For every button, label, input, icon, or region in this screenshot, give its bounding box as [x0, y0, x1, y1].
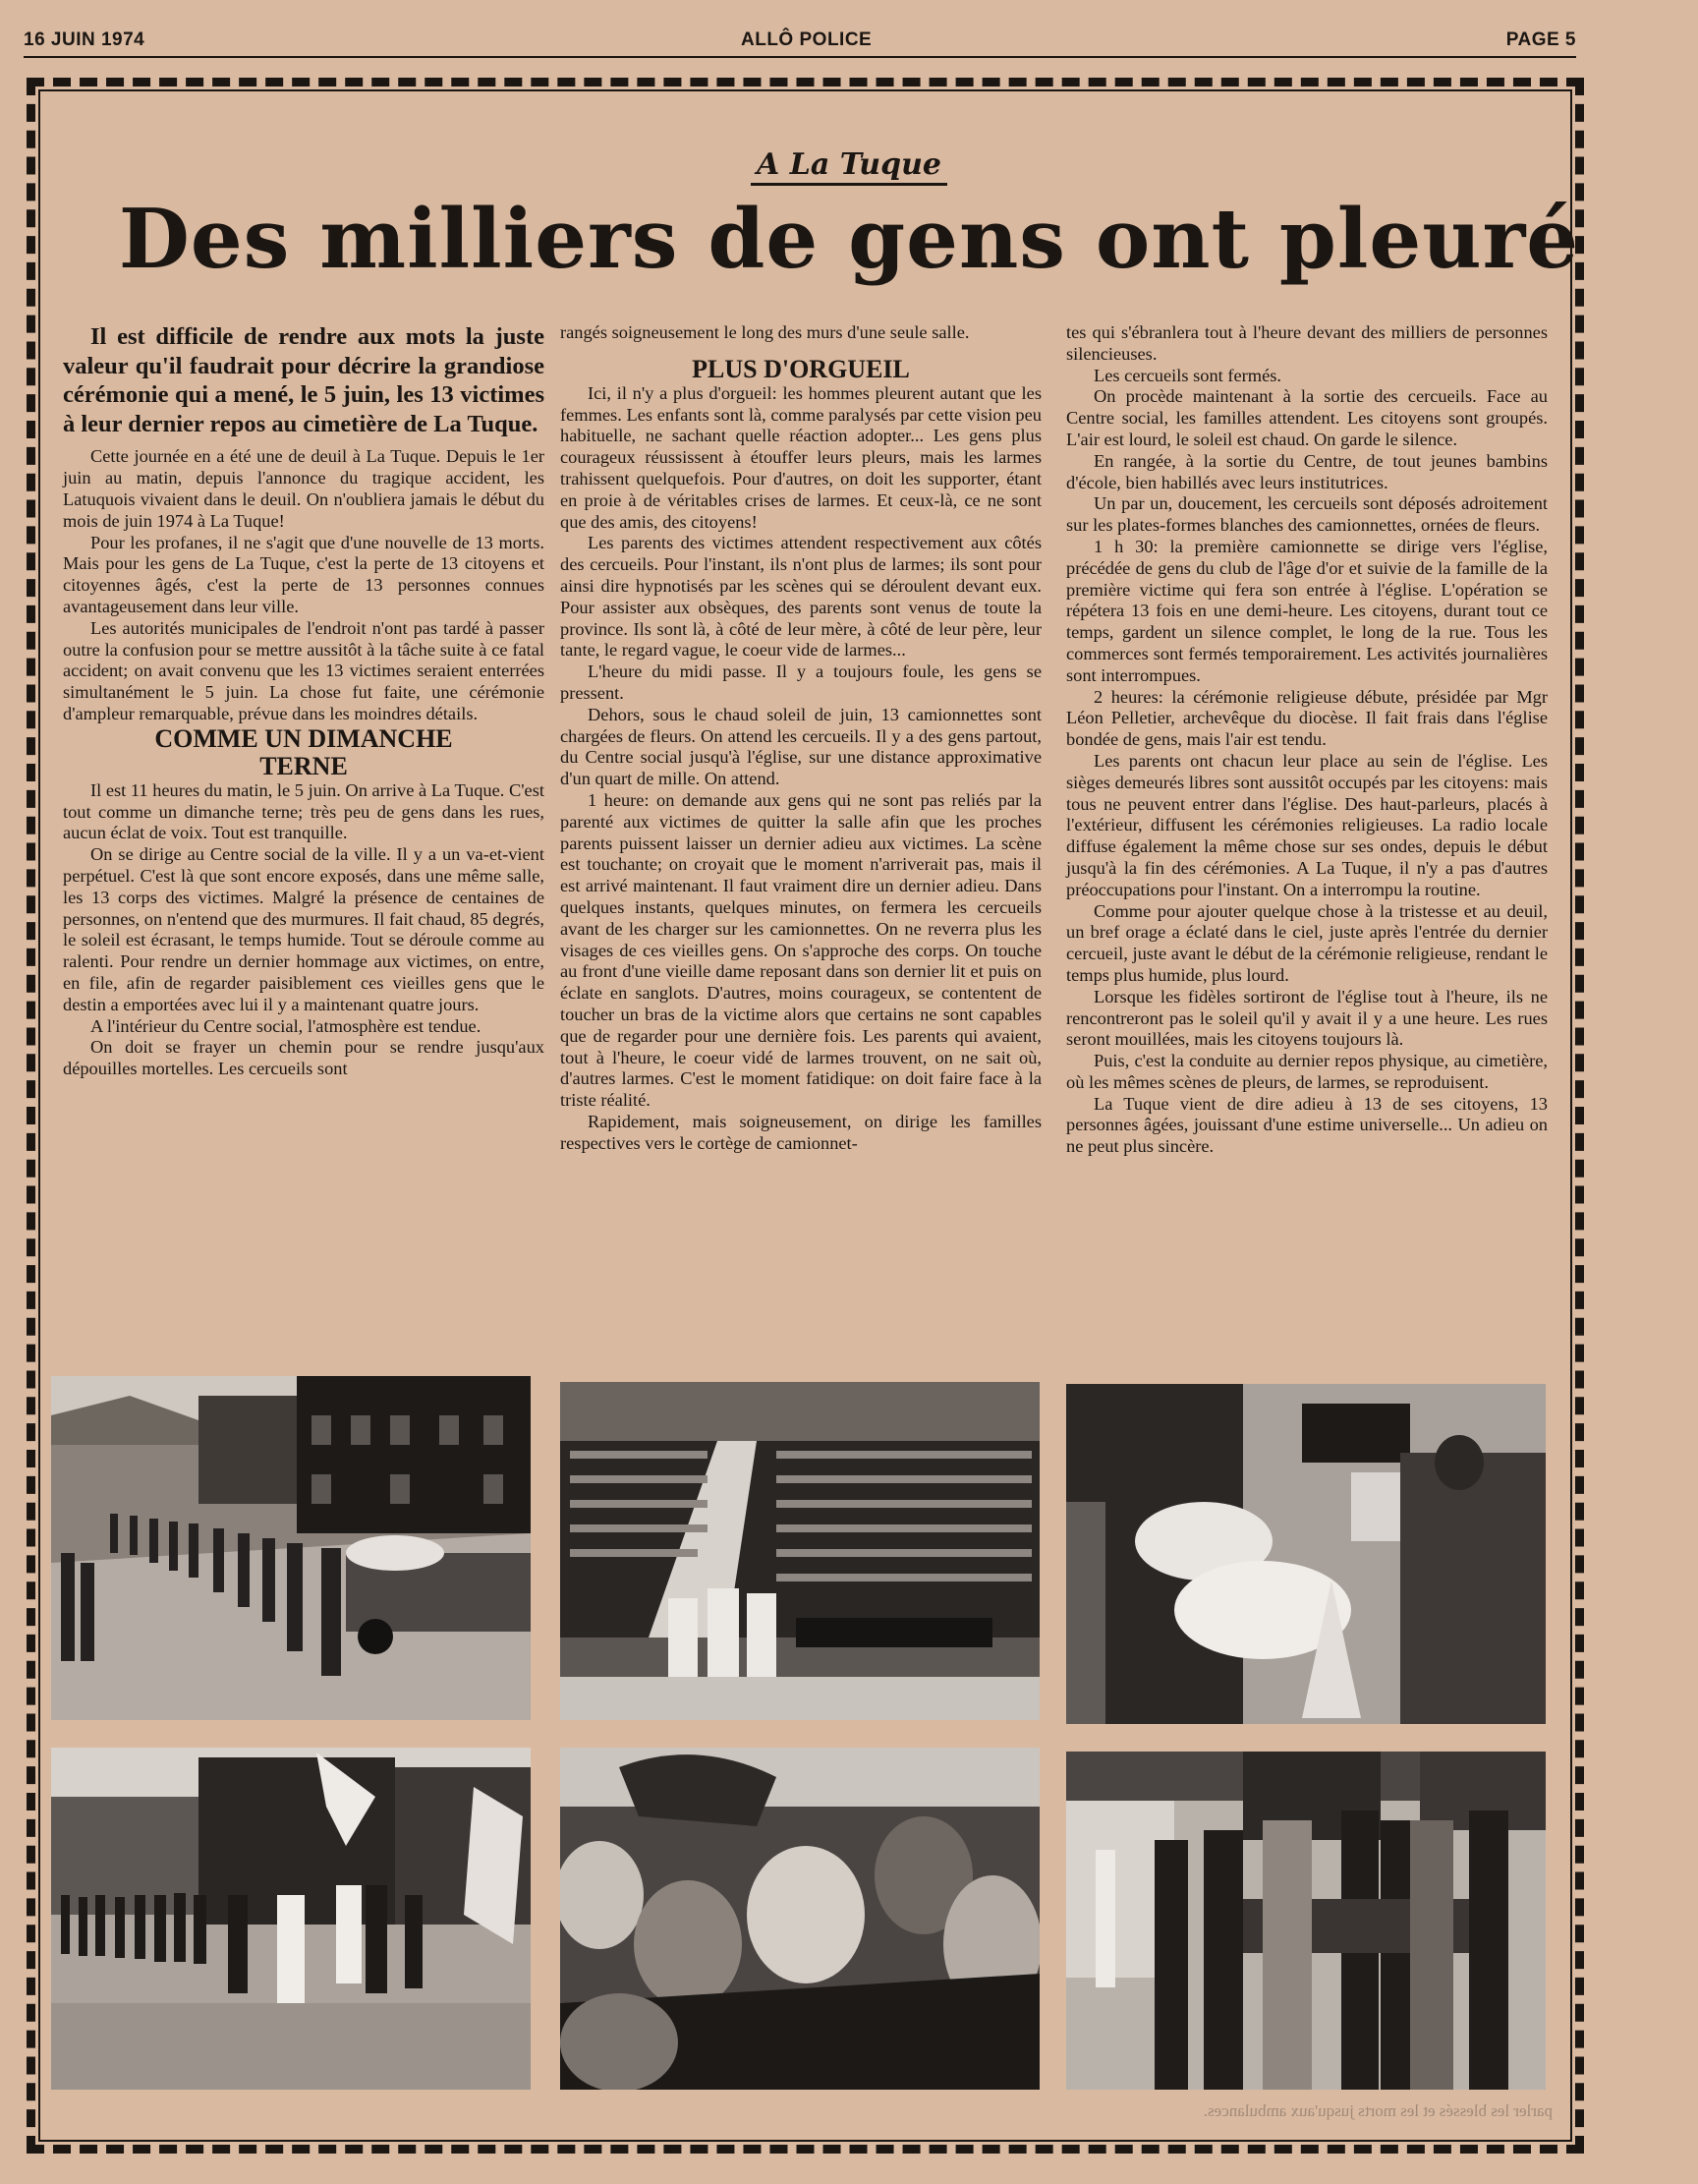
paragraph: rangés soigneusement le long des murs d'une seule salle. [560, 322, 970, 342]
paragraph: Pour les profanes, il ne s'agit que d'une nouvelle de 13 morts. Mais pour les gens de La Tuque, c'est la perte de 13 citoyens et citoyennes âgés, c'est la perte de 13 personnes connues avantageusement dans leur ville. [63, 532, 544, 616]
page-number: PAGE 5 [1505, 29, 1576, 50]
paragraph: A l'intérieur du Centre social, l'atmosphère est tendue. [90, 1015, 481, 1036]
article-column-2 [560, 322, 1042, 1154]
photo-street-procession [51, 1376, 531, 1720]
headline: Des milliers de gens ont pleuré [118, 191, 1580, 287]
photo-church-interior [560, 1382, 1040, 1720]
paragraph: Un par un, doucement, les cercueils sont déposés adroitement sur les plates-formes blanches des camionnettes, ornées de fleurs. [1066, 493, 1548, 536]
article-column-1 [63, 322, 544, 1080]
kicker [0, 147, 1698, 182]
paragraph: 1 h 30: la première camionnette se dirige vers l'église, précédée de gens du club de l'âge d'or et suivie de la famille de la première victime qui fera son entrée à l'église. L'opération se répétera 13 fois en une demi-heure. Les citoyens, durant tout ce temps, gardent un silence complet, le long de la rue. Tous les commerces sont fermés temporairement. Les activités journalières sont interrompues. [1066, 536, 1548, 685]
masthead [24, 29, 1576, 59]
publication-name: ALLÔ POLICE [741, 29, 873, 50]
paragraph: Les parents des victimes attendent respectivement aux côtés des cercueils. Pour l'instant, ils n'ont plus de larmes; ils sont pour ainsi dire hypnotisés par les scènes qui se déroulent devant eux. Pour assister aux obsèques, des parents sont venus de toute la province. Ils sont là, à côté de leur mère, à côté de leur père, leur tante, le regard vague, le coeur vide de larmes... [560, 533, 1042, 661]
bleed-through-text: parler les blessés et les morts jusqu'aux ambulances. [1203, 2101, 1553, 2120]
paragraph: Les parents ont chacun leur place au sein de l'église. Les sièges demeurés libres sont aussitôt occupés par les citoyens: mais tous ne peuvent entrer dans l'église. Des haut-parleurs, placés à l'extérieur, diffusent les cérémonies religieuses. La radio locale diffuse également la même chose sur ses ondes, depuis le début jusqu'à la fin des cérémonies. A La Tuque, il n'y a pas d'autres préoccupations pour l'instant. On a interrompu la routine. [1066, 750, 1548, 899]
paragraph: En rangée, à la sortie du Centre, de tout jeunes bambins d'école, bien habillés avec leurs institutrices. [1066, 450, 1548, 492]
paragraph: tes qui s'ébranlera tout à l'heure devant des milliers de personnes silencieuses. [1066, 322, 1548, 364]
issue-date: 16 JUIN 1974 [24, 29, 145, 50]
paragraph: On procède maintenant à la sortie des cercueils. Face au Centre social, les familles attendent. Les citoyens sont groupés. L'air est lourd, le soleil est chaud. On garde le silence. [1066, 386, 1548, 449]
paragraph: Les cercueils sont fermés. [1094, 365, 1281, 385]
kicker-text: A La Tuque [751, 147, 947, 186]
paragraph: Puis, c'est la conduite au dernier repos physique, au cimetière, où les mêmes scènes de pleurs, de larmes, se reproduisent. [1066, 1051, 1548, 1092]
paragraph: Comme pour ajouter quelque chose à la tristesse et au deuil, un bref orage a éclaté dans le ciel, juste après l'entrée du dernier cercueil, juste avant le début de la cérémonie religieuse, rendant le temps plus humide, plus lourd. [1066, 900, 1548, 985]
photo-cortege-with-flag [51, 1748, 531, 2090]
photo-caskets-with-flowers [1066, 1384, 1546, 1724]
subheading: PLUS D'ORGUEIL [692, 354, 910, 383]
paragraph: Cette journée en a été une de deuil à La Tuque. Depuis le 1er juin au matin, depuis l'annonce du tragique accident, les Latuquois vivaient dans le deuil. On n'oubliera jamais le début du mois de juin 1974 à La Tuque! [63, 446, 544, 531]
paragraph: 1 heure: on demande aux gens qui ne sont pas reliés par la parenté aux victimes de quitter la salle afin que les proches parents puissent laisser un dernier adieu aux victimes. La scène est touchante; on croyait que le moment n'arriverait pas, mais il est arrivé maintenant. Il faut vraiment dire un dernier adieu. Dans quelques instants, quelques minutes, on fermera les cercueils avant de les charger sur les camionnettes. On ne reverra plus les visages de ces vieilles gens. On s'approche des corps. On touche au front d'une vieille dame reposant dans son dernier lit et puis on éclate en sanglots. D'autres, moins courageux, se contentent de toucher un bras de la victime alors que certains ne sont capables que de regarder pour une dernière fois. Les parents qui avaient, tout à l'heure, le coeur vidé de larmes trouvent, on ne sait où, d'autres larmes. C'est le moment fatidique: on doit faire face à la triste réalité. [560, 789, 1042, 1111]
subheading: COMME UN DIMANCHE TERNE [154, 723, 453, 780]
paragraph: La Tuque vient de dire adieu à 13 de ses citoyens, 13 personnes âgées, jouissant d'une estime universelle... Un adieu on ne peut plus sincère. [1066, 1093, 1548, 1157]
lead-paragraph: Il est difficile de rendre aux mots la juste valeur qu'il faudrait pour décrire la grandiose cérémonie qui a mené, le 5 juin, les 13 victimes à leur dernier repos au cimetière de La Tuque. [63, 323, 544, 437]
paragraph: Les autorités municipales de l'endroit n'ont pas tardé à passer outre la confusion pour se mettre aussitôt à la tâche suite à ce fatal accident; on avait convenu que les 13 victimes seraient enterrées simultanément le 5 juin. La chose fut faite, une cérémonie d'ampleur remarquable, prévue dans les moindres détails. [63, 617, 544, 723]
paragraph: L'heure du midi passe. Il y a toujours foule, les gens se pressent. [560, 661, 1042, 703]
paragraph: Dehors, sous le chaud soleil de juin, 13 camionnettes sont chargées de fleurs. On attend les cercueils. Il y a des gens partout, du Centre social jusqu'à l'église, sur une distance approximative d'un quart de mille. On attend. [560, 704, 1042, 789]
article-column-3 [1066, 322, 1548, 1158]
paragraph: 2 heures: la cérémonie religieuse débute, présidée par Mgr Léon Pelletier, archevêque du diocèse. Il fait frais dans l'église bondée de gens, mais l'air est tendu. [1066, 686, 1548, 750]
paragraph: Ici, il n'y a plus d'orgueil: les hommes pleurent autant que les femmes. Les enfants sont là, comme paralysés par cette vision peu habituelle, ne sachant quelle réaction adopter... Les gens plus courageux réussissent à étouffer leurs pleurs, mais les larmes trahissent quelquefois. Pour d'autres, on doit les supporter, étant en proie à de véritables crises de larmes. Et ceux-là, ce ne sont que des amis, des citoyens! [560, 382, 1042, 532]
photo-mourners-crowd [560, 1748, 1040, 2090]
paragraph: Lorsque les fidèles sortiront de l'église tout à l'heure, ils ne rencontreront pas le soleil qu'il y avait il y a une heure. Les rues seront mouillées, mais les citoyens toujours là. [1066, 986, 1548, 1050]
paragraph: On doit se frayer un chemin pour se rendre jusqu'aux dépouilles mortelles. Les cercueils sont [63, 1037, 544, 1079]
paragraph: Rapidement, mais soigneusement, on dirige les familles respectives vers le cortège de camionnet- [560, 1111, 1042, 1153]
photo-pallbearers [1066, 1752, 1546, 2090]
paragraph: On se dirige au Centre social de la ville. Il y a un va-et-vient perpétuel. C'est là que sont encore exposés, dans une même salle, les 13 corps des victimes. Malgré la présence de centaines de personnes, on n'entend que des murmures. Il fait chaud, 85 degrés, le soleil est écrasant, le temps humide. Tout se déroule comme au ralenti. Pour rendre un dernier hommage aux victimes, on entre, en file, afin de regarder paisiblement ces vieilles gens que le destin a emportées avec lui il y a maintenant quatre jours. [63, 844, 544, 1014]
paragraph: Il est 11 heures du matin, le 5 juin. On arrive à La Tuque. C'est tout comme un dimanche terne; très peu de gens dans les rues, aucun éclat de voix. Tout est tranquille. [63, 779, 544, 843]
masthead-rule [24, 56, 1576, 58]
